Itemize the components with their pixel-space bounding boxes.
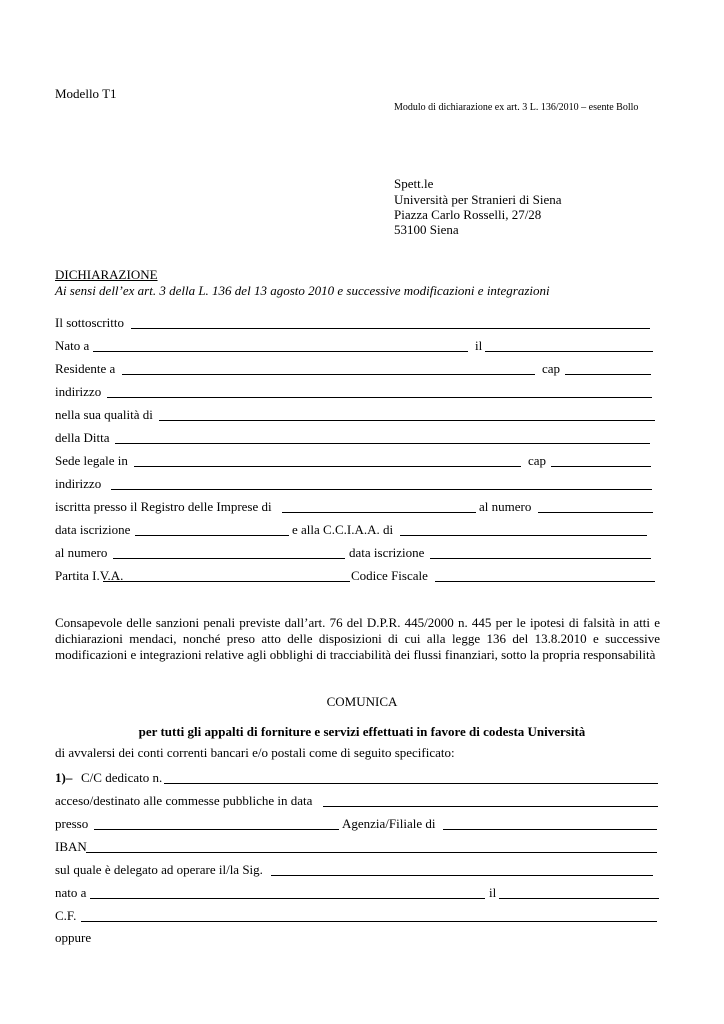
field-cciaa[interactable] (400, 535, 647, 536)
label-ditta: della Ditta (55, 430, 110, 445)
field-delegato-il[interactable] (499, 898, 659, 899)
avvalersi-text: di avvalersi dei conti correnti bancari e/o postali come di seguito specificato: (55, 745, 455, 760)
field-presso[interactable] (94, 829, 339, 830)
model-label: Modello T1 (55, 86, 117, 101)
label-al-numero-cciaa: al numero (55, 545, 108, 560)
field-ditta[interactable] (115, 443, 650, 444)
label-acceso: acceso/destinato alle commesse pubbliche in data (55, 793, 313, 808)
field-al-numero[interactable] (538, 512, 653, 513)
label-data-iscrizione: data iscrizione (55, 522, 131, 537)
label-cciaa: e alla C.C.I.A.A. di (292, 522, 394, 537)
recipient-city: 53100 Siena (394, 222, 459, 237)
field-iban[interactable] (86, 852, 657, 853)
field-acceso[interactable] (323, 806, 658, 807)
label-nato-a: Nato a (55, 338, 90, 353)
field-delegato[interactable] (271, 875, 653, 876)
form-subtitle: Modulo di dichiarazione ex art. 3 L. 136/2010 – esente Bollo (394, 102, 639, 113)
field-cap-sede[interactable] (551, 466, 651, 467)
label-agenzia: Agenzia/Filiale di (342, 816, 436, 831)
label-residente: Residente a (55, 361, 116, 376)
label-codice-fiscale: Codice Fiscale (351, 568, 428, 583)
label-qualita: nella sua qualità di (55, 407, 153, 422)
label-indirizzo: indirizzo (55, 384, 102, 399)
field-sede[interactable] (134, 466, 521, 467)
label-delegato-nato-a: nato a (55, 885, 87, 900)
label-registro: iscritta presso il Registro delle Imprese di (55, 499, 272, 514)
field-registro[interactable] (282, 512, 476, 513)
declaration-subtitle: Ai sensi dell’ex art. 3 della L. 136 del 13 agosto 2010 e successive modificazioni e integrazioni (55, 283, 550, 298)
recipient-salutation: Spett.le (394, 176, 434, 191)
label-sede: Sede legale in (55, 453, 128, 468)
label-delegato: sul quale è delegato ad operare il/la Sig. (55, 862, 263, 877)
field-indirizzo-sede[interactable] (111, 489, 652, 490)
recipient-street: Piazza Carlo Rosselli, 27/28 (394, 207, 542, 222)
appalti-heading: per tutti gli appalti di forniture e servizi effettuati in favore di codesta Università (138, 724, 586, 739)
declaration-title: DICHIARAZIONE (55, 267, 158, 282)
field-indirizzo[interactable] (107, 397, 652, 398)
label-al-numero: al numero (479, 499, 532, 514)
field-nato-a[interactable] (93, 351, 468, 352)
field-residente[interactable] (122, 374, 535, 375)
field-agenzia[interactable] (443, 829, 657, 830)
field-cc[interactable] (164, 783, 658, 784)
label-cap: cap (542, 361, 561, 376)
field-data-iscrizione-cciaa[interactable] (430, 558, 651, 559)
label-delegato-il: il (489, 885, 497, 900)
label-il: il (475, 338, 483, 353)
label-delegato-cf: C.F. (55, 908, 77, 923)
field-piva[interactable] (103, 581, 350, 582)
recipient-name: Università per Stranieri di Siena (394, 192, 562, 207)
label-cc: C/C dedicato n. (81, 770, 163, 785)
field-qualita[interactable] (159, 420, 655, 421)
label-sottoscritto: Il sottoscritto (55, 315, 124, 330)
field-cap[interactable] (565, 374, 651, 375)
label-data-iscrizione-cciaa: data iscrizione (349, 545, 425, 560)
label-piva: Partita I.V.A. (55, 568, 124, 583)
comunica-heading: COMUNICA (326, 694, 398, 709)
field-delegato-nato-a[interactable] (90, 898, 485, 899)
oppure-text: oppure (55, 930, 92, 945)
field-data-iscrizione[interactable] (135, 535, 289, 536)
label-account-number: 1)– (55, 770, 73, 785)
field-il[interactable] (485, 351, 653, 352)
field-delegato-cf[interactable] (81, 921, 657, 922)
label-presso: presso (55, 816, 89, 831)
label-iban: IBAN (55, 839, 87, 854)
field-sottoscritto[interactable] (131, 328, 650, 329)
label-indirizzo-sede: indirizzo (55, 476, 102, 491)
label-cap-sede: cap (528, 453, 547, 468)
field-al-numero-cciaa[interactable] (113, 558, 345, 559)
consapevole-paragraph: Consapevole delle sanzioni penali previste dall’art. 76 del D.P.R. 445/2000 n. 445 per le ipotesi di falsità in atti e dichiarazioni mendaci, nonché preso atto delle disposizioni di cui alla legge 136 del 13.8.2010 e successive modificazioni e integrazioni relative agli obblighi di tracciabilità dei flussi finanziari, sotto la propria responsabilità (55, 615, 660, 662)
field-codice-fiscale[interactable] (435, 581, 655, 582)
